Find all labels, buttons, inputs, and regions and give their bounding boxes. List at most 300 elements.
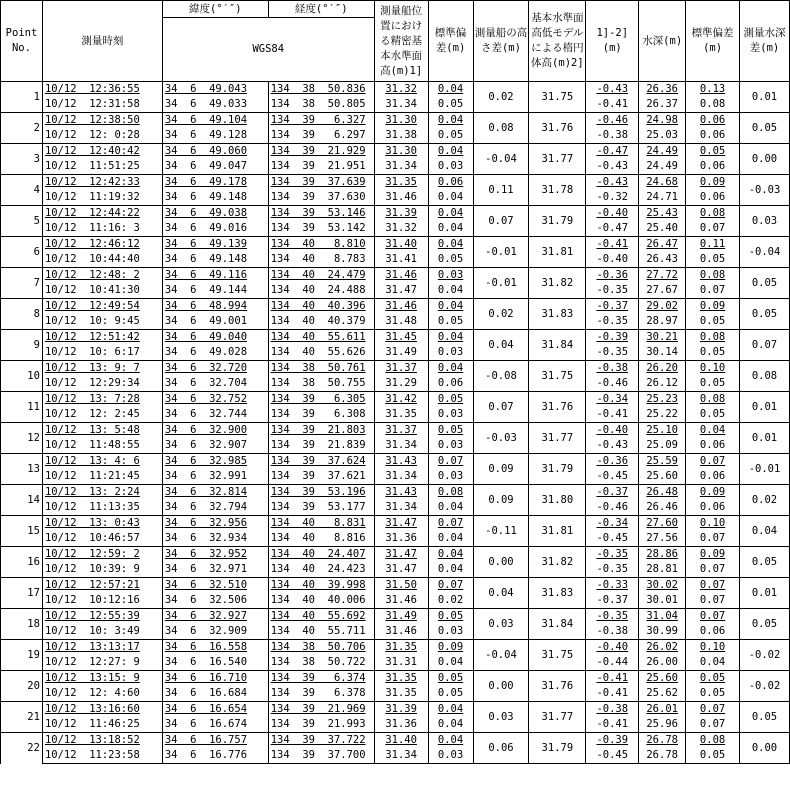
height-diff-cell: -0.01: [473, 237, 529, 268]
model-height-cell: 31.84: [529, 609, 586, 640]
boat-height-cell: 31.46: [374, 593, 428, 609]
time-cell: 10/12 11:16: 3: [42, 221, 162, 237]
std-dev-cell: 0.03: [428, 345, 473, 361]
std-dev-cell: 0.03: [428, 438, 473, 454]
boat-height-cell: 31.48: [374, 314, 428, 330]
latitude-cell: 34 6 32.704: [162, 376, 268, 392]
depth-std-dev-cell: 0.11: [686, 237, 740, 253]
depth-std-dev-cell: 0.05: [686, 407, 740, 423]
boat-height-cell: 31.35: [374, 671, 428, 687]
std-dev-cell: 0.07: [428, 578, 473, 594]
depth-cell: 25.43: [639, 206, 686, 222]
latitude-cell: 34 6 32.752: [162, 392, 268, 408]
time-cell: 10/12 10: 3:49: [42, 624, 162, 640]
depth-diff-cell: 0.03: [740, 206, 790, 237]
depth-std-dev-cell: 0.07: [686, 531, 740, 547]
time-cell: 10/12 13: 9: 7: [42, 361, 162, 377]
diff-cell: -0.36: [586, 454, 639, 470]
longitude-cell: 134 40 55.711: [268, 624, 374, 640]
height-diff-cell: -0.04: [473, 144, 529, 175]
model-height-cell: 31.76: [529, 392, 586, 423]
diff-cell: -0.46: [586, 113, 639, 129]
boat-height-cell: 31.34: [374, 748, 428, 764]
diff-cell: -0.41: [586, 97, 639, 113]
model-height-cell: 31.77: [529, 144, 586, 175]
time-cell: 10/12 10:39: 9: [42, 562, 162, 578]
boat-height-cell: 31.39: [374, 702, 428, 718]
diff-cell: -0.32: [586, 190, 639, 206]
time-cell: 10/12 10:12:16: [42, 593, 162, 609]
diff-cell: -0.41: [586, 407, 639, 423]
height-diff-cell: 0.03: [473, 702, 529, 733]
diff-cell: -0.36: [586, 268, 639, 284]
depth-std-dev-cell: 0.08: [686, 206, 740, 222]
boat-height-cell: 31.46: [374, 624, 428, 640]
model-height-cell: 31.82: [529, 268, 586, 299]
latitude-cell: 34 6 16.776: [162, 748, 268, 764]
depth-cell: 25.09: [639, 438, 686, 454]
std-dev-cell: 0.04: [428, 237, 473, 253]
time-cell: 10/12 13: 5:48: [42, 423, 162, 439]
time-cell: 10/12 12:46:12: [42, 237, 162, 253]
time-cell: 10/12 12:27: 9: [42, 655, 162, 671]
latitude-cell: 34 6 48.994: [162, 299, 268, 315]
table-row: [1, 748, 790, 764]
table-row: [1, 268, 790, 284]
longitude-cell: 134 39 53.196: [268, 485, 374, 501]
table-row: [1, 237, 790, 253]
time-cell: 10/12 13:18:52: [42, 733, 162, 749]
depth-std-dev-cell: 0.10: [686, 640, 740, 656]
table-row: [1, 159, 790, 175]
time-cell: 10/12 12:57:21: [42, 578, 162, 594]
point-number: 14: [1, 485, 43, 516]
time-cell: 10/12 12:29:34: [42, 376, 162, 392]
boat-height-cell: 31.32: [374, 82, 428, 98]
std-dev-cell: 0.05: [428, 252, 473, 268]
table-row: [1, 97, 790, 113]
time-cell: 10/12 13: 4: 6: [42, 454, 162, 470]
point-number: 3: [1, 144, 43, 175]
diff-cell: -0.38: [586, 128, 639, 144]
std-dev-cell: 0.05: [428, 314, 473, 330]
time-cell: 10/12 10:44:40: [42, 252, 162, 268]
height-diff-cell: 0.11: [473, 175, 529, 206]
std-dev-cell: 0.05: [428, 686, 473, 702]
std-dev-cell: 0.07: [428, 454, 473, 470]
header-sd1: 標準偏差(m): [428, 1, 473, 82]
height-diff-cell: 0.06: [473, 733, 529, 764]
depth-cell: 27.72: [639, 268, 686, 284]
table-row: [1, 190, 790, 206]
depth-std-dev-cell: 0.07: [686, 593, 740, 609]
depth-diff-cell: 0.05: [740, 702, 790, 733]
model-height-cell: 31.77: [529, 702, 586, 733]
depth-std-dev-cell: 0.05: [686, 252, 740, 268]
depth-std-dev-cell: 0.04: [686, 655, 740, 671]
depth-diff-cell: 0.05: [740, 547, 790, 578]
depth-cell: 31.04: [639, 609, 686, 625]
depth-cell: 26.48: [639, 485, 686, 501]
latitude-cell: 34 6 49.047: [162, 159, 268, 175]
table-row: [1, 299, 790, 315]
latitude-cell: 34 6 16.757: [162, 733, 268, 749]
time-cell: 10/12 11:23:58: [42, 748, 162, 764]
latitude-cell: 34 6 49.001: [162, 314, 268, 330]
std-dev-cell: 0.04: [428, 330, 473, 346]
boat-height-cell: 31.43: [374, 454, 428, 470]
depth-cell: 28.81: [639, 562, 686, 578]
table-row: [1, 531, 790, 547]
depth-diff-cell: 0.05: [740, 609, 790, 640]
std-dev-cell: 0.06: [428, 376, 473, 392]
depth-std-dev-cell: 0.05: [686, 144, 740, 160]
table-row: [1, 175, 790, 191]
latitude-cell: 34 6 32.909: [162, 624, 268, 640]
longitude-cell: 134 38 50.836: [268, 82, 374, 98]
header-lat: 緯度(°′″): [162, 1, 268, 18]
latitude-cell: 34 6 32.510: [162, 578, 268, 594]
header-depth: 水深(m): [639, 1, 686, 82]
time-cell: 10/12 12:38:50: [42, 113, 162, 129]
boat-height-cell: 31.47: [374, 562, 428, 578]
table-row: [1, 283, 790, 299]
time-cell: 10/12 11:19:32: [42, 190, 162, 206]
latitude-cell: 34 6 16.654: [162, 702, 268, 718]
diff-cell: -0.43: [586, 175, 639, 191]
model-height-cell: 31.75: [529, 640, 586, 671]
height-diff-cell: 0.09: [473, 454, 529, 485]
point-number: 6: [1, 237, 43, 268]
boat-height-cell: 31.29: [374, 376, 428, 392]
depth-diff-cell: 0.05: [740, 299, 790, 330]
header-sd2: 標準偏差(m): [686, 1, 740, 82]
depth-cell: 25.60: [639, 671, 686, 687]
longitude-cell: 134 39 21.929: [268, 144, 374, 160]
time-cell: 10/12 11:48:55: [42, 438, 162, 454]
boat-height-cell: 31.42: [374, 392, 428, 408]
diff-cell: -0.47: [586, 221, 639, 237]
depth-cell: 26.36: [639, 82, 686, 98]
latitude-cell: 34 6 49.139: [162, 237, 268, 253]
latitude-cell: 34 6 49.116: [162, 268, 268, 284]
depth-std-dev-cell: 0.07: [686, 609, 740, 625]
latitude-cell: 34 6 16.540: [162, 655, 268, 671]
std-dev-cell: 0.04: [428, 190, 473, 206]
point-number: 18: [1, 609, 43, 640]
depth-cell: 26.47: [639, 237, 686, 253]
depth-std-dev-cell: 0.06: [686, 438, 740, 454]
model-height-cell: 31.75: [529, 361, 586, 392]
diff-cell: -0.47: [586, 144, 639, 160]
depth-cell: 28.97: [639, 314, 686, 330]
depth-std-dev-cell: 0.06: [686, 128, 740, 144]
height-diff-cell: 0.03: [473, 609, 529, 640]
survey-table-body: [1, 82, 790, 764]
height-diff-cell: 0.00: [473, 547, 529, 578]
depth-std-dev-cell: 0.07: [686, 702, 740, 718]
header-datum: WGS84: [162, 18, 374, 82]
table-row: [1, 221, 790, 237]
latitude-cell: 34 6 49.178: [162, 175, 268, 191]
depth-std-dev-cell: 0.07: [686, 717, 740, 733]
latitude-cell: 34 6 32.952: [162, 547, 268, 563]
depth-cell: 29.02: [639, 299, 686, 315]
table-row: [1, 655, 790, 671]
depth-std-dev-cell: 0.08: [686, 97, 740, 113]
diff-cell: -0.34: [586, 392, 639, 408]
header-diff: 1]-2](m): [586, 1, 639, 82]
boat-height-cell: 31.34: [374, 500, 428, 516]
std-dev-cell: 0.04: [428, 144, 473, 160]
table-row: [1, 82, 790, 98]
depth-diff-cell: 0.00: [740, 733, 790, 764]
boat-height-cell: 31.32: [374, 221, 428, 237]
time-cell: 10/12 13: 7:28: [42, 392, 162, 408]
time-cell: 10/12 13:13:17: [42, 640, 162, 656]
std-dev-cell: 0.04: [428, 500, 473, 516]
depth-std-dev-cell: 0.05: [686, 748, 740, 764]
height-diff-cell: -0.03: [473, 423, 529, 454]
std-dev-cell: 0.05: [428, 392, 473, 408]
header-height-diff: 測量船の高さ差(m): [473, 1, 529, 82]
longitude-cell: 134 38 50.761: [268, 361, 374, 377]
table-row: [1, 144, 790, 160]
time-cell: 10/12 12: 4:60: [42, 686, 162, 702]
depth-diff-cell: -0.02: [740, 671, 790, 702]
latitude-cell: 34 6 49.040: [162, 330, 268, 346]
std-dev-cell: 0.03: [428, 469, 473, 485]
depth-cell: 27.60: [639, 516, 686, 532]
point-number: 8: [1, 299, 43, 330]
latitude-cell: 34 6 32.907: [162, 438, 268, 454]
boat-height-cell: 31.45: [374, 330, 428, 346]
depth-diff-cell: 0.01: [740, 423, 790, 454]
depth-std-dev-cell: 0.13: [686, 82, 740, 98]
boat-height-cell: 31.47: [374, 283, 428, 299]
height-diff-cell: -0.11: [473, 516, 529, 547]
time-cell: 10/12 13: 2:24: [42, 485, 162, 501]
depth-diff-cell: 0.01: [740, 392, 790, 423]
time-cell: 10/12 12:36:55: [42, 82, 162, 98]
depth-std-dev-cell: 0.08: [686, 330, 740, 346]
depth-diff-cell: -0.01: [740, 454, 790, 485]
point-number: 4: [1, 175, 43, 206]
depth-std-dev-cell: 0.05: [686, 686, 740, 702]
std-dev-cell: 0.05: [428, 609, 473, 625]
boat-height-cell: 31.35: [374, 686, 428, 702]
height-diff-cell: 0.04: [473, 330, 529, 361]
table-row: [1, 624, 790, 640]
depth-cell: 30.21: [639, 330, 686, 346]
longitude-cell: 134 40 24.479: [268, 268, 374, 284]
depth-std-dev-cell: 0.09: [686, 299, 740, 315]
std-dev-cell: 0.03: [428, 159, 473, 175]
longitude-cell: 134 38 50.805: [268, 97, 374, 113]
diff-cell: -0.40: [586, 206, 639, 222]
model-height-cell: 31.82: [529, 547, 586, 578]
longitude-cell: 134 40 24.407: [268, 547, 374, 563]
header-boat-height: 測量船位置における精密基本水準面高(m)1]: [374, 1, 428, 82]
diff-cell: -0.38: [586, 702, 639, 718]
boat-height-cell: 31.47: [374, 516, 428, 532]
model-height-cell: 31.83: [529, 578, 586, 609]
longitude-cell: 134 39 53.177: [268, 500, 374, 516]
time-cell: 10/12 11:13:35: [42, 500, 162, 516]
boat-height-cell: 31.43: [374, 485, 428, 501]
depth-std-dev-cell: 0.09: [686, 175, 740, 191]
longitude-cell: 134 39 37.624: [268, 454, 374, 470]
std-dev-cell: 0.04: [428, 547, 473, 563]
table-row: [1, 330, 790, 346]
latitude-cell: 34 6 49.033: [162, 97, 268, 113]
table-row: [1, 128, 790, 144]
longitude-cell: 134 39 21.951: [268, 159, 374, 175]
longitude-cell: 134 40 8.810: [268, 237, 374, 253]
time-cell: 10/12 13:16:60: [42, 702, 162, 718]
table-row: [1, 252, 790, 268]
longitude-cell: 134 40 39.998: [268, 578, 374, 594]
diff-cell: -0.46: [586, 500, 639, 516]
table-row: [1, 609, 790, 625]
time-cell: 10/12 12:55:39: [42, 609, 162, 625]
longitude-cell: 134 40 8.783: [268, 252, 374, 268]
time-cell: 10/12 12:48: 2: [42, 268, 162, 284]
diff-cell: -0.40: [586, 252, 639, 268]
diff-cell: -0.45: [586, 748, 639, 764]
header-model-height: 基本水準面高低モデルによる楕円体高(m)2]: [529, 1, 586, 82]
longitude-cell: 134 40 8.816: [268, 531, 374, 547]
std-dev-cell: 0.04: [428, 299, 473, 315]
time-cell: 10/12 11:21:45: [42, 469, 162, 485]
height-diff-cell: 0.08: [473, 113, 529, 144]
boat-height-cell: 31.30: [374, 113, 428, 129]
depth-std-dev-cell: 0.07: [686, 221, 740, 237]
depth-cell: 26.20: [639, 361, 686, 377]
latitude-cell: 34 6 16.558: [162, 640, 268, 656]
longitude-cell: 134 39 21.993: [268, 717, 374, 733]
diff-cell: -0.35: [586, 314, 639, 330]
latitude-cell: 34 6 49.128: [162, 128, 268, 144]
depth-std-dev-cell: 0.05: [686, 376, 740, 392]
model-height-cell: 31.77: [529, 423, 586, 454]
depth-cell: 26.78: [639, 733, 686, 749]
depth-std-dev-cell: 0.07: [686, 562, 740, 578]
time-cell: 10/12 13:15: 9: [42, 671, 162, 687]
boat-height-cell: 31.49: [374, 345, 428, 361]
std-dev-cell: 0.04: [428, 702, 473, 718]
point-number: 16: [1, 547, 43, 578]
time-cell: 10/12 12: 2:45: [42, 407, 162, 423]
latitude-cell: 34 6 32.794: [162, 500, 268, 516]
depth-cell: 26.78: [639, 748, 686, 764]
diff-cell: -0.45: [586, 531, 639, 547]
std-dev-cell: 0.03: [428, 268, 473, 284]
table-row: [1, 547, 790, 563]
std-dev-cell: 0.08: [428, 485, 473, 501]
depth-std-dev-cell: 0.09: [686, 485, 740, 501]
depth-std-dev-cell: 0.05: [686, 314, 740, 330]
latitude-cell: 34 6 32.934: [162, 531, 268, 547]
diff-cell: -0.35: [586, 345, 639, 361]
latitude-cell: 34 6 49.144: [162, 283, 268, 299]
longitude-cell: 134 39 6.297: [268, 128, 374, 144]
boat-height-cell: 31.34: [374, 159, 428, 175]
std-dev-cell: 0.05: [428, 97, 473, 113]
point-number: 1: [1, 82, 43, 113]
depth-cell: 30.99: [639, 624, 686, 640]
std-dev-cell: 0.03: [428, 748, 473, 764]
depth-cell: 25.03: [639, 128, 686, 144]
depth-diff-cell: 0.04: [740, 516, 790, 547]
boat-height-cell: 31.38: [374, 128, 428, 144]
table-row: [1, 438, 790, 454]
longitude-cell: 134 39 21.839: [268, 438, 374, 454]
depth-diff-cell: 0.00: [740, 144, 790, 175]
table-row: [1, 562, 790, 578]
diff-cell: -0.46: [586, 376, 639, 392]
boat-height-cell: 31.37: [374, 361, 428, 377]
longitude-cell: 134 39 37.639: [268, 175, 374, 191]
latitude-cell: 34 6 16.710: [162, 671, 268, 687]
depth-cell: 28.86: [639, 547, 686, 563]
longitude-cell: 134 39 6.374: [268, 671, 374, 687]
latitude-cell: 34 6 49.148: [162, 252, 268, 268]
depth-std-dev-cell: 0.06: [686, 500, 740, 516]
boat-height-cell: 31.40: [374, 237, 428, 253]
latitude-cell: 34 6 32.900: [162, 423, 268, 439]
diff-cell: -0.37: [586, 299, 639, 315]
std-dev-cell: 0.04: [428, 113, 473, 129]
height-diff-cell: 0.02: [473, 299, 529, 330]
diff-cell: -0.40: [586, 423, 639, 439]
height-diff-cell: 0.02: [473, 82, 529, 113]
boat-height-cell: 31.31: [374, 655, 428, 671]
depth-cell: 25.22: [639, 407, 686, 423]
boat-height-cell: 31.39: [374, 206, 428, 222]
depth-std-dev-cell: 0.08: [686, 268, 740, 284]
table-row: [1, 361, 790, 377]
time-cell: 10/12 11:46:25: [42, 717, 162, 733]
depth-cell: 24.49: [639, 144, 686, 160]
model-height-cell: 31.81: [529, 237, 586, 268]
latitude-cell: 34 6 16.684: [162, 686, 268, 702]
time-cell: 10/12 10:41:30: [42, 283, 162, 299]
latitude-cell: 34 6 49.060: [162, 144, 268, 160]
table-row: [1, 345, 790, 361]
point-number: 9: [1, 330, 43, 361]
point-number: 10: [1, 361, 43, 392]
latitude-cell: 34 6 32.506: [162, 593, 268, 609]
header-time: 測量時刻: [42, 1, 162, 82]
table-row: [1, 516, 790, 532]
latitude-cell: 34 6 16.674: [162, 717, 268, 733]
std-dev-cell: 0.04: [428, 717, 473, 733]
depth-std-dev-cell: 0.07: [686, 454, 740, 470]
header-lon: 経度(°′″): [268, 1, 374, 18]
model-height-cell: 31.76: [529, 113, 586, 144]
std-dev-cell: 0.04: [428, 361, 473, 377]
boat-height-cell: 31.37: [374, 423, 428, 439]
table-row: [1, 733, 790, 749]
std-dev-cell: 0.03: [428, 624, 473, 640]
depth-diff-cell: 0.05: [740, 268, 790, 299]
time-cell: 10/12 10:46:57: [42, 531, 162, 547]
depth-std-dev-cell: 0.05: [686, 345, 740, 361]
boat-height-cell: 31.34: [374, 438, 428, 454]
longitude-cell: 134 39 6.327: [268, 113, 374, 129]
latitude-cell: 34 6 49.038: [162, 206, 268, 222]
